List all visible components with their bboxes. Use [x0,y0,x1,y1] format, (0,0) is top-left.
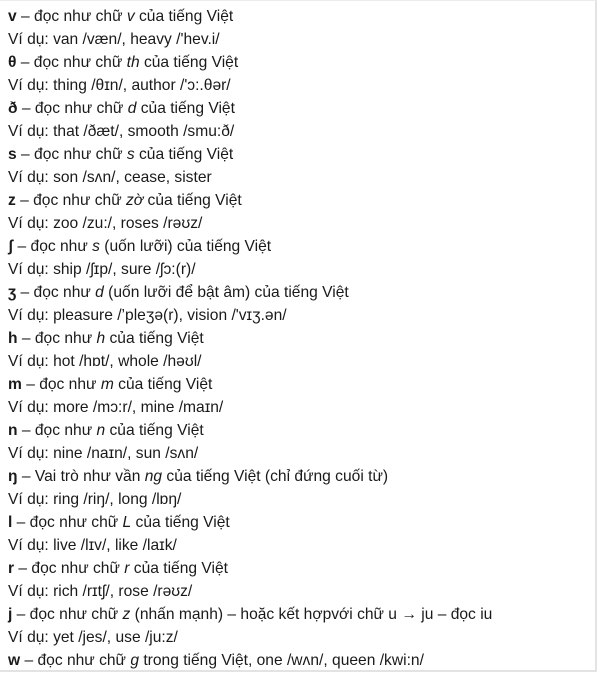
entry-letter: z [122,606,131,623]
entry-line [8,51,593,74]
entry-example: Ví dụ: pleasure /’pleʒə(r), vision /'vɪʒ.ən/ [8,307,287,324]
entry-desc: – đọc như chữ [17,100,128,117]
entry-symbol: n [8,422,18,439]
entry-desc: – đọc như chữ [16,146,127,163]
entry-symbol: v [8,8,17,25]
entry-desc: – đọc như chữ [12,606,123,623]
entry-symbol: ʒ [8,284,17,301]
entry-letter: s [92,238,100,255]
entry-desc: – đọc như chữ [14,560,125,577]
entry-letter: zờ [125,192,144,209]
entry-desc: – đọc như [21,376,101,393]
entry-line [8,281,593,304]
entry-desc: (uốn lưỡi) của tiếng Việt [99,238,272,255]
entry-desc: của tiếng Việt [136,100,235,117]
entry-line [8,97,593,120]
entry-example: Ví dụ: more /mɔ:r/, mine /maɪn/ [8,399,224,416]
entry-example: Ví dụ: live /lɪv/, like /laɪk/ [8,537,177,554]
entry-desc: – đọc như chữ [20,652,131,669]
entry-letter: th [126,54,140,71]
entry-line [8,465,593,488]
entry-example: Ví dụ: nine /naɪn/, sun /sʌn/ [8,445,199,462]
entry-desc: – đọc như [16,284,96,301]
entry-example: Ví dụ: zoo /zu:/, roses /rəʊz/ [8,215,203,232]
entry-line [8,603,593,626]
entry-desc: – đọc như chữ [15,192,126,209]
entry-letter: v [126,8,135,25]
entry-letter: n [96,422,106,439]
entry-desc: (nhấn mạnh) – hoặc kết hợpvới chữ u → ju – đọc iu [130,606,493,623]
entry-example: Ví dụ: van /væn/, heavy /'hev.i/ [8,31,220,48]
entry-desc: – đọc như chữ [16,54,127,71]
entry-desc: – đọc như [13,238,93,255]
entry-desc: – Vai trò như vần [17,468,145,485]
entry-line [8,511,593,534]
entry-desc: của tiếng Việt [129,560,228,577]
entry-example: Ví dụ: thing /θɪn/, author /'ɔ:.θər/ [8,77,231,94]
entry-line [8,557,593,580]
entry-example: Ví dụ: son /sʌn/, cease, sister [8,169,212,186]
entry-symbol: m [8,376,22,393]
entry-desc: của tiếng Việt [113,376,213,393]
entry-symbol: ʃ [8,238,14,255]
entry-symbol: θ [8,54,17,71]
entry-symbol: z [8,192,16,209]
entry-line [8,373,593,396]
entry-line [8,649,593,672]
entry-desc: của tiếng Việt [134,146,234,163]
entry-letter: d [127,100,137,117]
entry-symbol: l [8,514,13,531]
entry-example: Ví dụ: that /ðæt/, smooth /smu:ð/ [8,123,235,140]
entry-example: Ví dụ: rich /rɪtʃ/, rose /rəʊz/ [8,583,193,600]
entry-desc: – đọc như [17,422,97,439]
entry-desc: của tiếng Việt [134,8,234,25]
entry-letter: m [100,376,114,393]
phonetics-list [8,5,593,672]
entry-desc: – đọc như chữ [12,514,123,531]
entry-example: Ví dụ: ring /riŋ/, long /lɒŋ/ [8,491,182,508]
entry-desc: của tiếng Việt [105,422,204,439]
entry-letter: d [95,284,104,301]
entry-symbol: ŋ [8,468,18,485]
entry-symbol: r [8,560,15,577]
entry-symbol: ð [8,100,18,117]
entry-line [8,419,593,442]
entry-symbol: w [8,652,21,669]
entry-desc: của tiếng Việt [139,54,239,71]
entry-desc: – đọc như [17,330,97,347]
entry-letter: s [126,146,135,163]
entry-letter: L [122,514,132,531]
entry-letter: h [96,330,106,347]
entry-desc: của tiếng Việt [143,192,242,209]
entry-line [8,189,593,212]
entry-line [8,5,593,28]
entry-desc: của tiếng Việt (chỉ đứng cuối từ) [162,468,389,485]
entry-symbol: s [8,146,17,163]
entry-letter: r [124,560,130,577]
entry-desc: trong tiếng Việt, one /wʌn/, queen /kwi:n/ [139,652,424,669]
entry-letter: g [130,652,139,669]
entry-example: Ví dụ: hot /hɒt/, whole /həʊl/ [8,353,202,370]
entry-desc: – đọc như chữ [16,8,127,25]
entry-example: Ví dụ: yet /jes/, use /ju:z/ [8,629,178,646]
entry-line [8,235,593,258]
entry-desc: của tiếng Việt [105,330,204,347]
entry-desc: của tiếng Việt [131,514,230,531]
entry-letter: ng [144,468,163,485]
entry-symbol: j [8,606,13,623]
entry-example: Ví dụ: ship /ʃɪp/, sure /ʃɔ:(r)/ [8,261,196,278]
entry-desc: (uốn lưỡi để bật âm) của tiếng Việt [103,284,349,301]
entry-symbol: h [8,330,18,347]
entry-line [8,143,593,166]
entry-line [8,327,593,350]
